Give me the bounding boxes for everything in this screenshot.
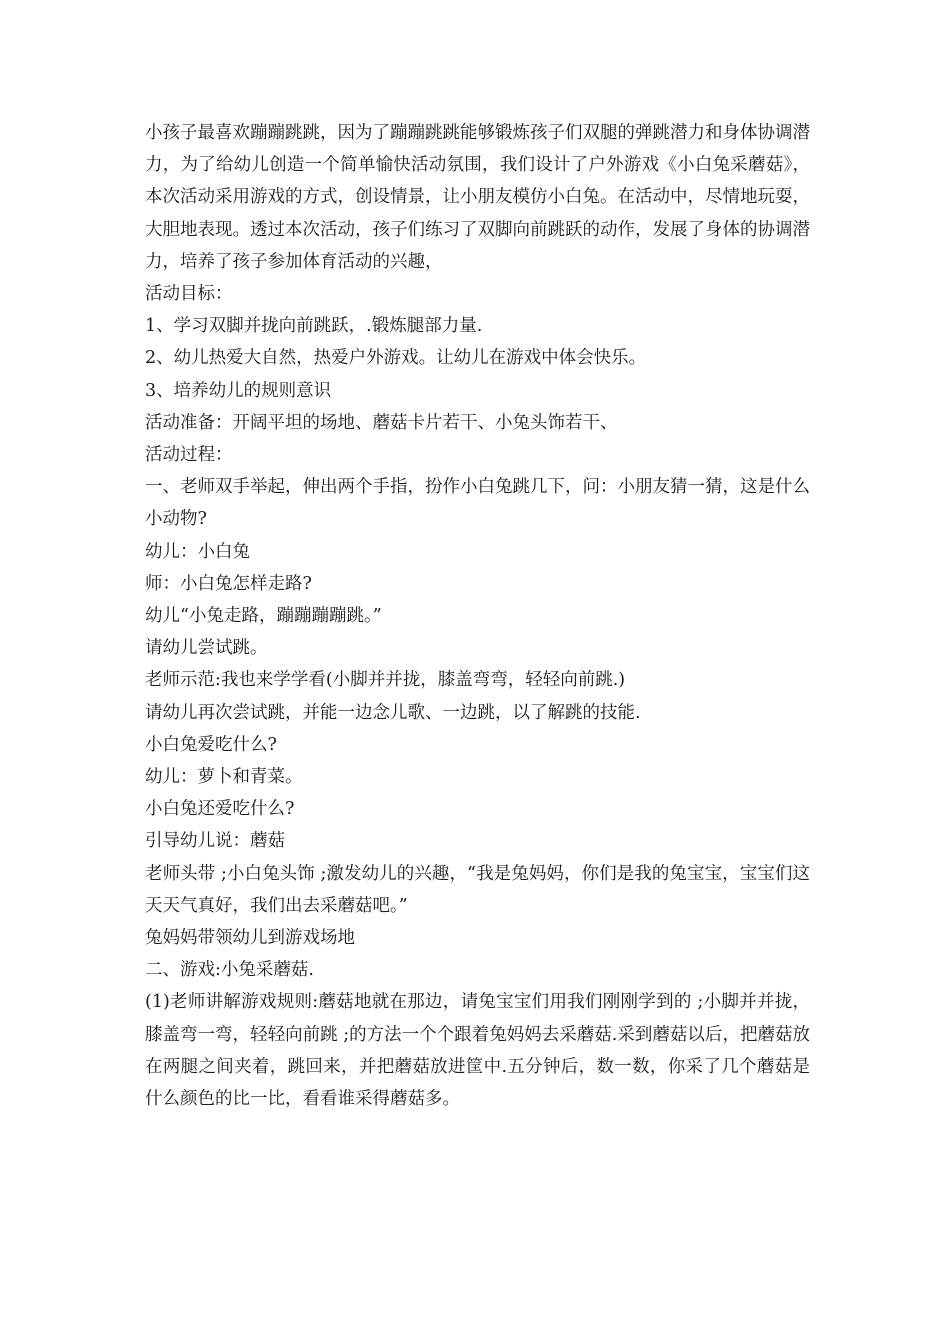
dialogue-line: 老师示范:我也来学学看(小脚并并拢，膝盖弯弯，轻轻向前跳.): [145, 670, 626, 691]
dialogue-line: 幼儿：小白兔: [145, 541, 250, 562]
goal-item-3: 3、培养幼儿的规则意识: [145, 380, 332, 401]
dialogue-line: 请幼儿再次尝试跳，并能一边念儿歌、一边跳，以了解跳的技能.: [145, 702, 641, 723]
lead-to-field-line: 兔妈妈带领幼儿到游戏场地: [145, 928, 355, 949]
goal-item-1: 1、学习双脚并拢向前跳跃，.锻炼腿部力量.: [145, 316, 483, 337]
goals-heading: 活动目标：: [145, 284, 233, 305]
goal-item-2: 2、幼儿热爱大自然，热爱户外游戏。让幼儿在游戏中体会快乐。: [145, 348, 647, 369]
dialogue-line: 小白兔还爱吃什么?: [145, 799, 295, 820]
game-heading: 二、游戏:小兔采蘑菇.: [145, 960, 314, 981]
document-page: [145, 117, 810, 1115]
dialogue-line: 小白兔爱吃什么?: [145, 734, 277, 755]
dialogue-line: 请幼儿尝试跳。: [145, 638, 268, 659]
intro-paragraph: 小孩子最喜欢蹦蹦跳跳，因为了蹦蹦跳跳能够锻炼孩子们双腿的弹跳潜力和身体协调潜力，为了给幼儿创造一个简单愉快活动氛围，我们设计了户外游戏《小白兔采蘑菇》，本次活动采用游戏的方式，创设情景，让小朋友模仿小白兔。在活动中，尽情地玩耍，大胆地表现。透过本次活动，孩子们练习了双脚向前跳跃的动作，发展了身体的协调潜力，培养了孩子参加体育活动的兴趣，: [145, 123, 810, 272]
process-step-1: 一、老师双手举起，伸出两个手指，扮作小白兔跳几下，问：小朋友猜一猜，这是什么小动物?: [145, 477, 810, 530]
dialogue-line: 引导幼儿说：蘑菇: [145, 831, 285, 852]
dialogue-line: 师：小白兔怎样走路?: [145, 573, 312, 594]
dialogue-line: 幼儿：萝卜和青菜。: [145, 767, 303, 788]
teacher-headwear-paragraph: 老师头带 ;小白兔头饰 ;激发幼儿的兴趣，“我是兔妈妈，你们是我的兔宝宝，宝宝们这天天气真好，我们出去采蘑菇吧。”: [145, 863, 810, 916]
dialogue-line: 幼儿“小兔走路，蹦蹦蹦蹦跳。”: [145, 606, 382, 627]
preparation-line: 活动准备：开阔平坦的场地、蘑菇卡片若干、小兔头饰若干、: [145, 412, 618, 433]
game-rules-paragraph: (1)老师讲解游戏规则:蘑菇地就在那边，请兔宝宝们用我们刚刚学到的 ;小脚并并拢，膝盖弯一弯，轻轻向前跳 ;的方法一个个跟着兔妈妈去采蘑菇.采到蘑菇以后，把蘑菇放在两腿之间夹着，跳回来，并把蘑菇放进筐中.五分钟后，数一数，你采了几个蘑菇是什么颜色的比一比，看看谁采得蘑菇多。: [145, 992, 810, 1110]
process-heading: 活动过程：: [145, 445, 233, 466]
